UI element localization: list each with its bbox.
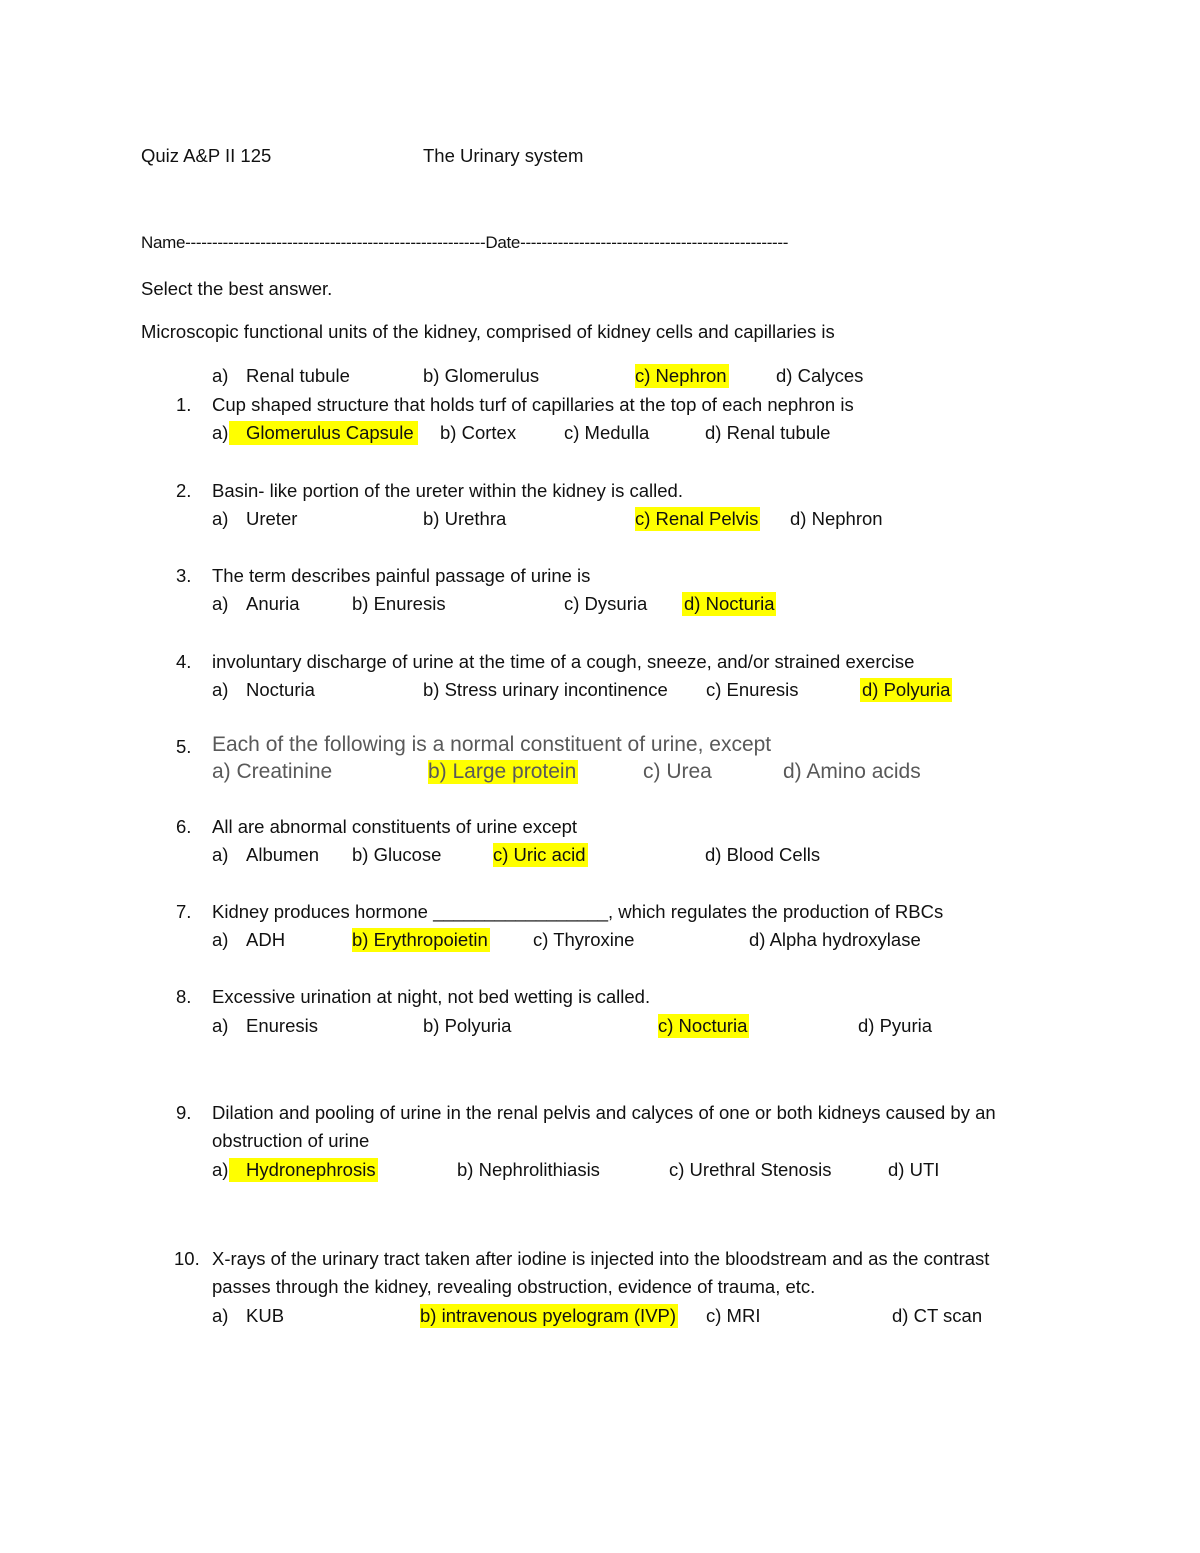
option: c) Medulla: [564, 422, 650, 443]
question-number: 2.: [176, 480, 192, 501]
option-letter: a): [212, 422, 229, 443]
option: b) Cortex: [440, 422, 517, 443]
option: Albumen: [246, 844, 320, 865]
option-letter: a): [212, 1015, 229, 1036]
option: c) Dysuria: [564, 593, 648, 614]
option: d) Renal tubule: [705, 422, 831, 443]
option: d) Blood Cells: [705, 844, 821, 865]
question-number: 7.: [176, 901, 192, 922]
course-title: Quiz A&P II 125: [141, 145, 272, 166]
option: a) Creatinine: [212, 760, 333, 783]
option: KUB: [246, 1305, 285, 1326]
option: ADH: [246, 929, 286, 950]
question-text: Basin- like portion of the ureter within the kidney is called.: [212, 480, 683, 501]
question-number: 4.: [176, 651, 192, 672]
option: c) Enuresis: [706, 679, 799, 700]
question-text: All are abnormal constituents of urine except: [212, 816, 578, 837]
option: Enuresis: [246, 1015, 318, 1036]
option-letter: a): [212, 1159, 229, 1180]
question-number: 5.: [176, 736, 192, 757]
option: Renal tubule: [246, 365, 350, 386]
option: c) MRI: [706, 1305, 761, 1326]
name-date-line: Name--------------------------------------------------------Date--------------------------------------------------: [141, 233, 789, 252]
option: Nocturia: [246, 679, 315, 700]
option: Anuria: [246, 593, 300, 614]
correct-answer: b) Erythropoietin: [352, 929, 488, 950]
question-number: 8.: [176, 986, 192, 1007]
option: d) Calyces: [776, 365, 864, 386]
option: b) Stress urinary incontinence: [423, 679, 668, 700]
option: c) Urea: [643, 760, 712, 783]
question-text: Dilation and pooling of urine in the renal pelvis and calyces of one or both kidneys caused by an: [212, 1102, 996, 1123]
option: d) UTI: [888, 1159, 940, 1180]
instruction: Select the best answer.: [141, 278, 333, 299]
question-text: Cup shaped structure that holds turf of capillaries at the top of each nephron is: [212, 394, 854, 415]
question-text: X-rays of the urinary tract taken after iodine is injected into the bloodstream and as the contrast: [212, 1248, 990, 1269]
correct-answer: Glomerulus Capsule: [229, 421, 418, 445]
option: Ureter: [246, 508, 298, 529]
highlighted-answer: d) Nocturia: [684, 593, 775, 614]
option: b) Glomerulus: [423, 365, 540, 386]
question-number: 1.: [176, 394, 192, 415]
option-letter: a): [212, 365, 229, 386]
question-number: 6.: [176, 816, 192, 837]
quiz-topic: The Urinary system: [423, 145, 584, 166]
option: d) Pyuria: [858, 1015, 933, 1036]
option-letter: a): [212, 593, 229, 614]
option: d) Nephron: [790, 508, 883, 529]
question-number: 3.: [176, 565, 192, 586]
option: d) Amino acids: [783, 760, 921, 783]
option-letter: a): [212, 679, 229, 700]
question-text: Each of the following is a normal constituent of urine, except: [212, 733, 772, 756]
correct-answer: c) Nephron: [635, 365, 727, 386]
question-text: involuntary discharge of urine at the time of a cough, sneeze, and/or strained exercise: [212, 651, 915, 672]
question-text-continued: passes through the kidney, revealing obstruction, evidence of trauma, etc.: [212, 1276, 816, 1297]
question-text-continued: obstruction of urine: [212, 1130, 370, 1151]
correct-answer: b) Large protein: [428, 760, 577, 783]
option: b) Polyuria: [423, 1015, 512, 1036]
question-number: 10.: [174, 1248, 200, 1269]
option: d) CT scan: [892, 1305, 983, 1326]
highlighted-answer: d) Polyuria: [862, 679, 951, 700]
option-letter: a): [212, 1305, 229, 1326]
intro-question-text: Microscopic functional units of the kidney, comprised of kidney cells and capillaries is: [141, 321, 835, 342]
option: b) Enuresis: [352, 593, 446, 614]
option: c) Urethral Stenosis: [669, 1159, 832, 1180]
question-text: Excessive urination at night, not bed wetting is called.: [212, 986, 651, 1007]
option-letter: a): [212, 508, 229, 529]
option: d) Alpha hydroxylase: [749, 929, 921, 950]
option: c) Thyroxine: [533, 929, 635, 950]
question-text: The term describes painful passage of urine is: [212, 565, 591, 586]
option: b) Nephrolithiasis: [457, 1159, 600, 1180]
correct-answer: b) intravenous pyelogram (IVP): [420, 1305, 677, 1326]
option-letter: a): [212, 929, 229, 950]
option: b) Glucose: [352, 844, 442, 865]
correct-answer: c) Renal Pelvis: [635, 508, 759, 529]
option-letter: a): [212, 844, 229, 865]
correct-answer: c) Nocturia: [658, 1015, 748, 1036]
option: b) Urethra: [423, 508, 507, 529]
question-number: 9.: [176, 1102, 192, 1123]
correct-answer: c) Uric acid: [493, 844, 586, 865]
question-text: Kidney produces hormone _________________, which regulates the production of RBCs: [212, 901, 944, 922]
correct-answer: Hydronephrosis: [229, 1158, 378, 1182]
